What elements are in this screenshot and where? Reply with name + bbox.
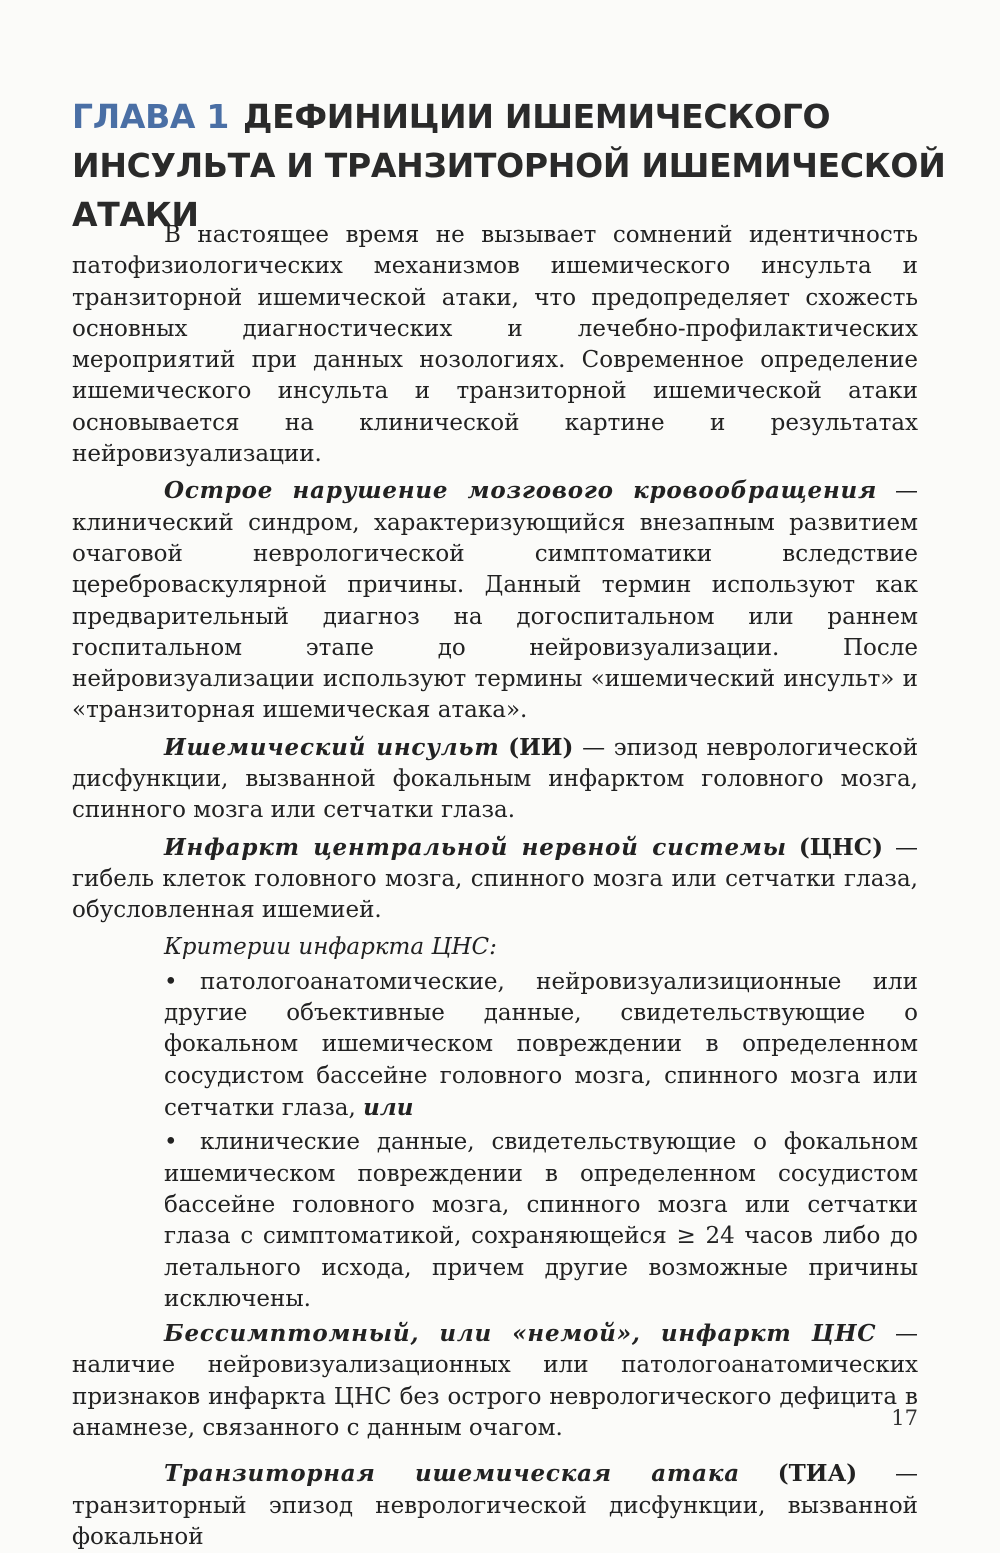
criteria-label: Критерии инфаркта ЦНС:	[164, 933, 497, 960]
term: Бессимптомный, или «немой», инфаркт ЦНС	[164, 1320, 877, 1348]
term: Острое нарушение мозгового кровообращения	[164, 477, 878, 505]
definition-tia	[72, 1458, 918, 1553]
term-abbr: (ИИ)	[508, 733, 574, 761]
list-item: • клинические данные, свидетельствующие о фокальном ишемическом повреждении в определенном сосудистом бассейне головного мозга, спинного мозга или сетчатки глаза с симптоматикой, сохраняющейся ≥ 24 часов либо до летального исхода, причем другие возможные причины исключены.	[164, 1127, 918, 1315]
chapter-heading	[72, 92, 952, 239]
page-number: 17	[891, 1406, 918, 1430]
term: Ишемический инсульт	[164, 733, 500, 761]
definition-text: — клинический синдром, характеризующийся внезапным развитием очаговой неврологической симптоматики вследствие цереброваскулярной причины. Данный термин используют как предварительный диагноз на догоспитальном или раннем госпитальном этапе до нейровизуализации. После нейровизуализации используют термины «ишемический инсульт» и «транзиторная ишемическая атака».	[72, 478, 918, 724]
definition-cns-infarct	[72, 832, 918, 927]
definition-silent-infarct	[72, 1318, 918, 1444]
definition-text: — транзиторный эпизод неврологической дисфункции, вызванной фокальной	[72, 1461, 919, 1550]
connector-word: или	[363, 1094, 414, 1122]
term-abbr: (ЦНС)	[798, 833, 883, 861]
body-text	[72, 220, 918, 1553]
chapter-title: ДЕФИНИЦИИ ИШЕМИЧЕСКОГО ИНСУЛЬТА И ТРАНЗИТОРНОЙ ИШЕМИЧЕСКОЙ АТАКИ	[72, 97, 946, 234]
definition-text: — гибель клеток головного мозга, спинного мозга или сетчатки глаза, обусловленная ишемией.	[72, 834, 919, 924]
term-abbr: (ТИА)	[777, 1460, 858, 1488]
definition-text: — эпизод неврологической дисфункции, вызванной фокальным инфарктом головного мозга, спинного мозга или сетчатки глаза.	[72, 734, 919, 824]
definition-text: — наличие нейровизуализационных или патологоанатомических признаков инфаркта ЦНС без острого неврологического дефицита в анамнезе, связанного с данным очагом.	[72, 1321, 919, 1441]
criteria-list	[72, 967, 918, 1315]
intro-paragraph: В настоящее время не вызывает сомнений идентичность патофизиологических механизмов ишемического инсульта и транзиторной ишемической атаки, что предопределяет схожесть основных диагностических и лечебно-профилактических мероприятий при данных нозологиях. Современное определение ишемического инсульта и транзиторной ишемической атаки основывается на клинической картине и результатах нейровизуализации.	[72, 222, 918, 468]
term: Транзиторная ишемическая атака	[164, 1460, 740, 1488]
term: Инфаркт центральной нервной системы	[164, 833, 787, 861]
definition-ischemic-stroke	[72, 732, 918, 827]
definition-acute-stroke	[72, 475, 918, 726]
chapter-number: ГЛАВА 1	[72, 97, 230, 136]
list-item: • патологоанатомические, нейровизуализиционные или другие объективные данные, свидетельствующие о фокальном ишемическом повреждении в определенном сосудистом бассейне головного мозга, спинного мозга или сетчатки глаза, или	[164, 967, 918, 1124]
